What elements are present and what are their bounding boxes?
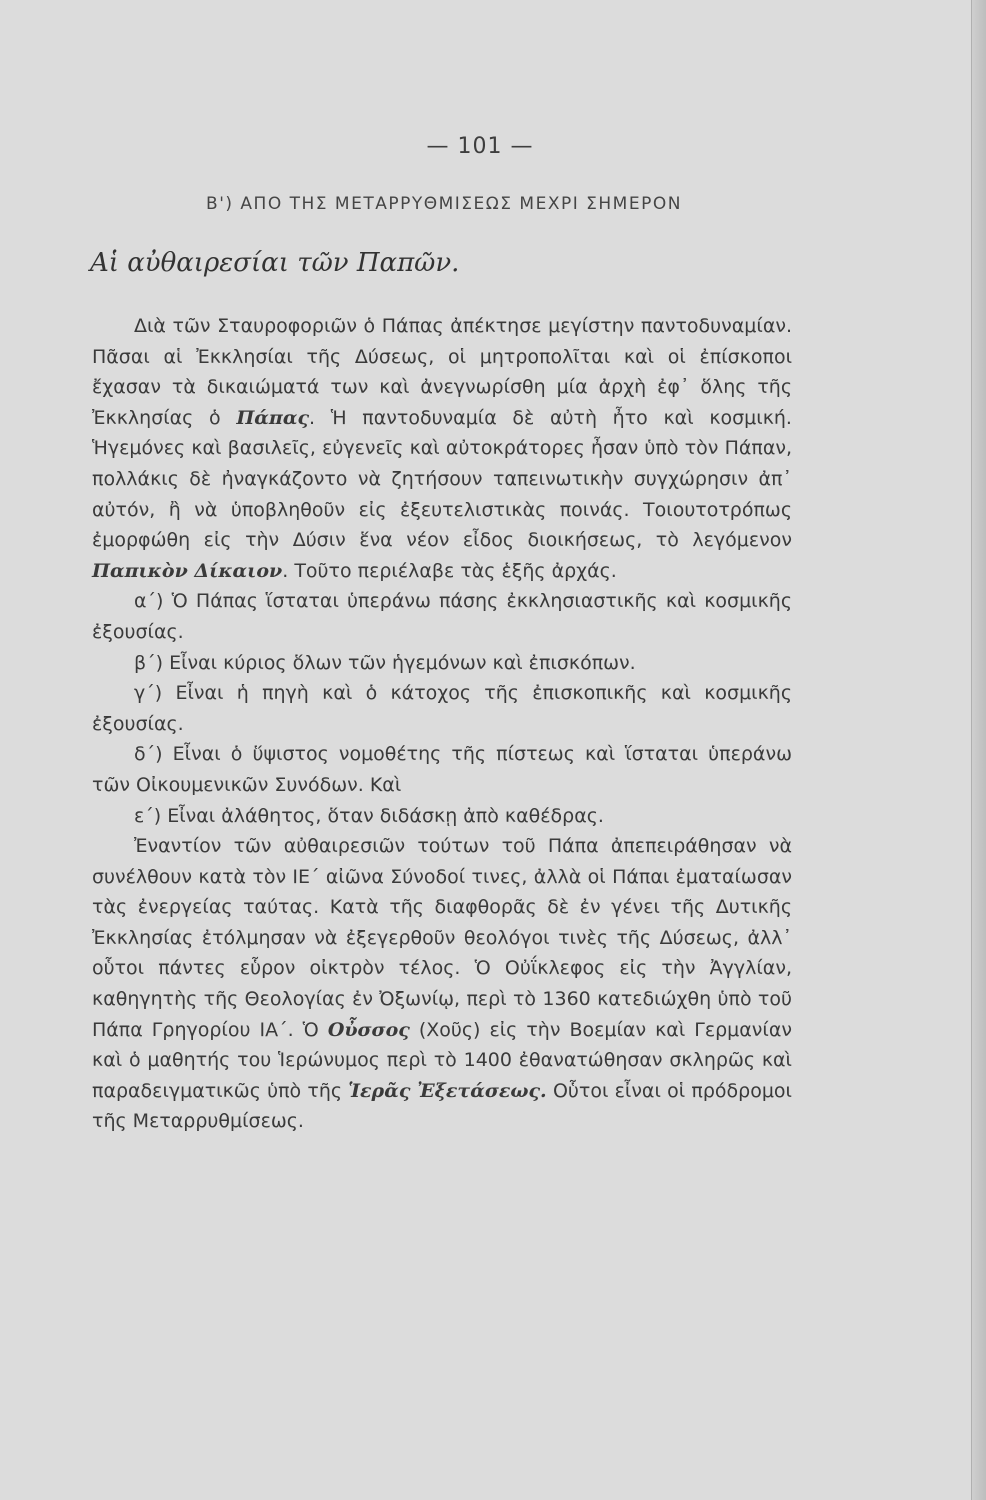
paragraph-reformers — [92, 831, 792, 1137]
section-heading: Β') ΑΠΟ ΤΗΣ ΜΕΤΑΡΡΥΘΜΙΣΕΩΣ ΜΕΧΡΙ ΣΗΜΕΡΟΝ — [206, 194, 682, 214]
principle-alpha: α΄) Ὁ Πάπας ἵσταται ὑπεράνω πάσης ἐκκλησιαστικῆς καὶ κοσμικῆς ἐξουσίας. — [92, 590, 792, 643]
principle-epsilon: ε΄) Εἶναι ἀλάθητος, ὅταν διδάσκῃ ἀπὸ καθέδρας. — [134, 804, 604, 827]
p7-text-c: (Χοῦς) εἰς τὴν Βοεμίαν καὶ Γερμανίαν καὶ ὁ μαθητής του Ἱερώνυμος περὶ τὸ 1400 ἐθανατώθησαν σκληρῶς καὶ παραδειγματικῶς ὑπὸ τῆς — [92, 1018, 792, 1102]
p1-text-a: Διὰ τῶν Σταυροφοριῶν ὁ Πάπας ἀπέκτησε μεγίστην παντοδυναμίαν. Πᾶσαι αἱ Ἐκκλησίαι τῆς Δύσεως, οἱ μητροπολῖται καὶ οἱ ἐπίσκοποι ἔχασαν τὰ δικαιώματά των καὶ ἀνεγνωρίσθη μία ἀρχὴ ἐφ᾽ ὅλης τῆς Ἐκκλησίας ὁ — [92, 315, 792, 429]
term-oussos: Οὖσσος — [327, 1018, 410, 1041]
principle-gamma: γ΄) Εἶναι ἡ πηγὴ καὶ ὁ κάτοχος τῆς ἐπισκοπικῆς καὶ κοσμικῆς ἐξουσίας. — [92, 682, 792, 735]
term-papikon-dikaion: Παπικὸν Δίκαιον — [92, 559, 283, 582]
page-edge — [971, 0, 986, 1500]
paragraph-1 — [92, 311, 792, 586]
term-papas: Πάπας — [236, 406, 310, 429]
p7-text-e: Οὗτοι εἶναι οἱ πρόδρομοι τῆς Μεταρρυθμίσεως. — [92, 1079, 792, 1133]
principle-delta: δ΄) Εἶναι ὁ ὕψιστος νομοθέτης τῆς πίστεως καὶ ἵσταται ὑπεράνω τῶν Οἰκουμενικῶν Συνόδων. Καὶ — [92, 743, 792, 796]
term-ieras-exetaseos: Ἱερᾶς Ἐξετάσεως. — [348, 1079, 547, 1102]
principle-beta: β΄) Εἶναι κύριος ὅλων τῶν ἡγεμόνων καὶ ἐπισκόπων. — [134, 651, 636, 674]
page-number: — 101 — — [426, 134, 534, 159]
p1-text-e: . Τοῦτο περιέλαβε τὰς ἑξῆς ἀρχάς. — [282, 559, 617, 582]
p1-text-c: . Ἡ παντοδυναμία δὲ αὐτὴ ἦτο καὶ κοσμική. Ἡγεμόνες καὶ βασιλεῖς, εὐγενεῖς καὶ αὐτοκράτορες ἦσαν ὑπὸ τὸν Πάπαν, πολλάκις δὲ ἠναγκάζοντο νὰ ζητήσουν ταπεινωτικὴν συγχώρησιν ἀπ᾽ αὐτόν, ἢ νὰ ὑποβληθοῦν εἰς ἐξευτελιστικὰς ποινάς. Τοιουτοτρόπως ἐμορφώθη εἰς τὴν Δύσιν ἕνα νέον εἶδος διοικήσεως, τὸ λεγόμενον — [92, 406, 792, 552]
p7-text-a: Ἐναντίον τῶν αὐθαιρεσιῶν τούτων τοῦ Πάπα ἀπεπειράθησαν νὰ συνέλθουν κατὰ τὸν ΙΕ΄ αἰῶνα Σύνοδοί τινες, ἀλλὰ οἱ Πάπαι ἐματαίωσαν τὰς ἐνεργείας ταύτας. Κατὰ τῆς διαφθορᾶς δὲ ἐν γένει τῆς Δυτικῆς Ἐκκλησίας ἐτόλμησαν νὰ ἐξεγερθοῦν θεολόγοι τινὲς τῆς Δύσεως, ἀλλ᾽ οὗτοι πάντες εὗρον οἰκτρὸν τέλος. Ὁ Οὐΐκλεφος εἰς τὴν Ἀγγλίαν, καθηγητὴς τῆς Θεολογίας ἐν Ὀξωνίῳ, περὶ τὸ 1360 κατεδιώχθη ὑπὸ τοῦ Πάπα Γρηγορίου ΙΑ΄. Ὁ — [92, 835, 792, 1041]
chapter-title: Αἱ αὐθαιρεσίαι τῶν Παπῶν. — [90, 248, 460, 278]
body-text — [92, 311, 792, 1137]
